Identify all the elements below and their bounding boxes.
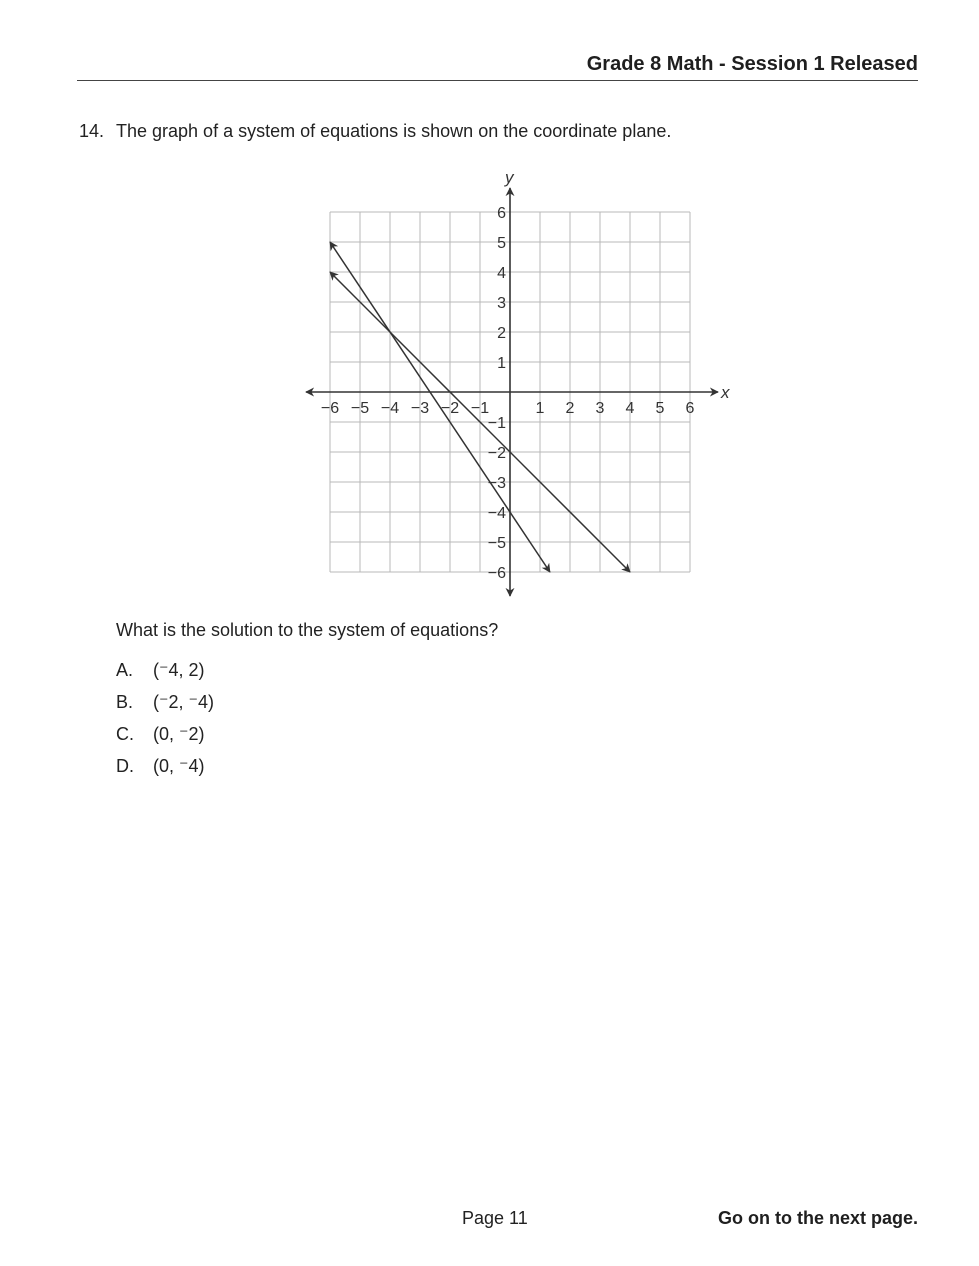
choice-c[interactable] bbox=[116, 724, 205, 745]
y-tick-label: 4 bbox=[497, 265, 506, 282]
x-tick-label: 5 bbox=[655, 400, 665, 417]
x-tick-label: −3 bbox=[410, 400, 430, 417]
choice-letter: B. bbox=[116, 692, 134, 712]
y-tick-label: 6 bbox=[497, 205, 506, 222]
y-tick-label: −2 bbox=[487, 445, 506, 462]
choice-text: (⁻2, ⁻4) bbox=[153, 692, 215, 712]
x-tick-label: 1 bbox=[535, 400, 545, 417]
x-tick-label: −1 bbox=[470, 400, 490, 417]
question-text: The graph of a system of equations is shown on the coordinate plane. bbox=[116, 121, 672, 141]
choice-letter: A. bbox=[116, 660, 134, 680]
y-tick-label: −1 bbox=[487, 415, 506, 432]
y-tick-label: −6 bbox=[487, 565, 506, 582]
question-prompt: What is the solution to the system of equations? bbox=[116, 620, 499, 640]
choice-text: (⁻4, 2) bbox=[153, 660, 205, 680]
page-number: Page 11 bbox=[462, 1208, 528, 1228]
y-tick-label: −4 bbox=[487, 505, 506, 522]
question-number: 14. bbox=[79, 121, 105, 141]
choice-letter: C. bbox=[116, 724, 134, 744]
page-header-title: Grade 8 Math - Session 1 Released bbox=[586, 53, 918, 75]
y-tick-label: 3 bbox=[497, 295, 506, 312]
y-tick-label: −5 bbox=[487, 535, 506, 552]
x-tick-label: −2 bbox=[440, 400, 460, 417]
x-tick-label: 4 bbox=[625, 400, 635, 417]
y-tick-labels bbox=[488, 205, 506, 582]
y-axis-label: y bbox=[505, 168, 514, 187]
choice-text: (0, ⁻2) bbox=[153, 724, 205, 744]
x-tick-label: −5 bbox=[350, 400, 370, 417]
x-tick-label: 2 bbox=[565, 400, 575, 417]
x-tick-label: 6 bbox=[685, 400, 695, 417]
choice-text: (0, ⁻4) bbox=[153, 756, 205, 776]
choice-d[interactable] bbox=[116, 756, 205, 777]
choice-a[interactable] bbox=[116, 660, 205, 681]
y-tick-label: 1 bbox=[497, 355, 506, 372]
x-tick-label: 3 bbox=[595, 400, 605, 417]
y-tick-label: −3 bbox=[487, 475, 506, 492]
next-page-notice: Go on to the next page. bbox=[717, 1208, 918, 1228]
x-tick-label: −4 bbox=[380, 400, 400, 417]
y-tick-label: 2 bbox=[497, 325, 506, 342]
y-tick-label: 5 bbox=[497, 235, 506, 252]
choice-b[interactable] bbox=[116, 692, 214, 713]
x-tick-label: −6 bbox=[320, 400, 340, 417]
choice-letter: D. bbox=[116, 756, 134, 776]
x-tick-labels bbox=[321, 400, 695, 417]
x-axis-label: x bbox=[721, 383, 730, 402]
